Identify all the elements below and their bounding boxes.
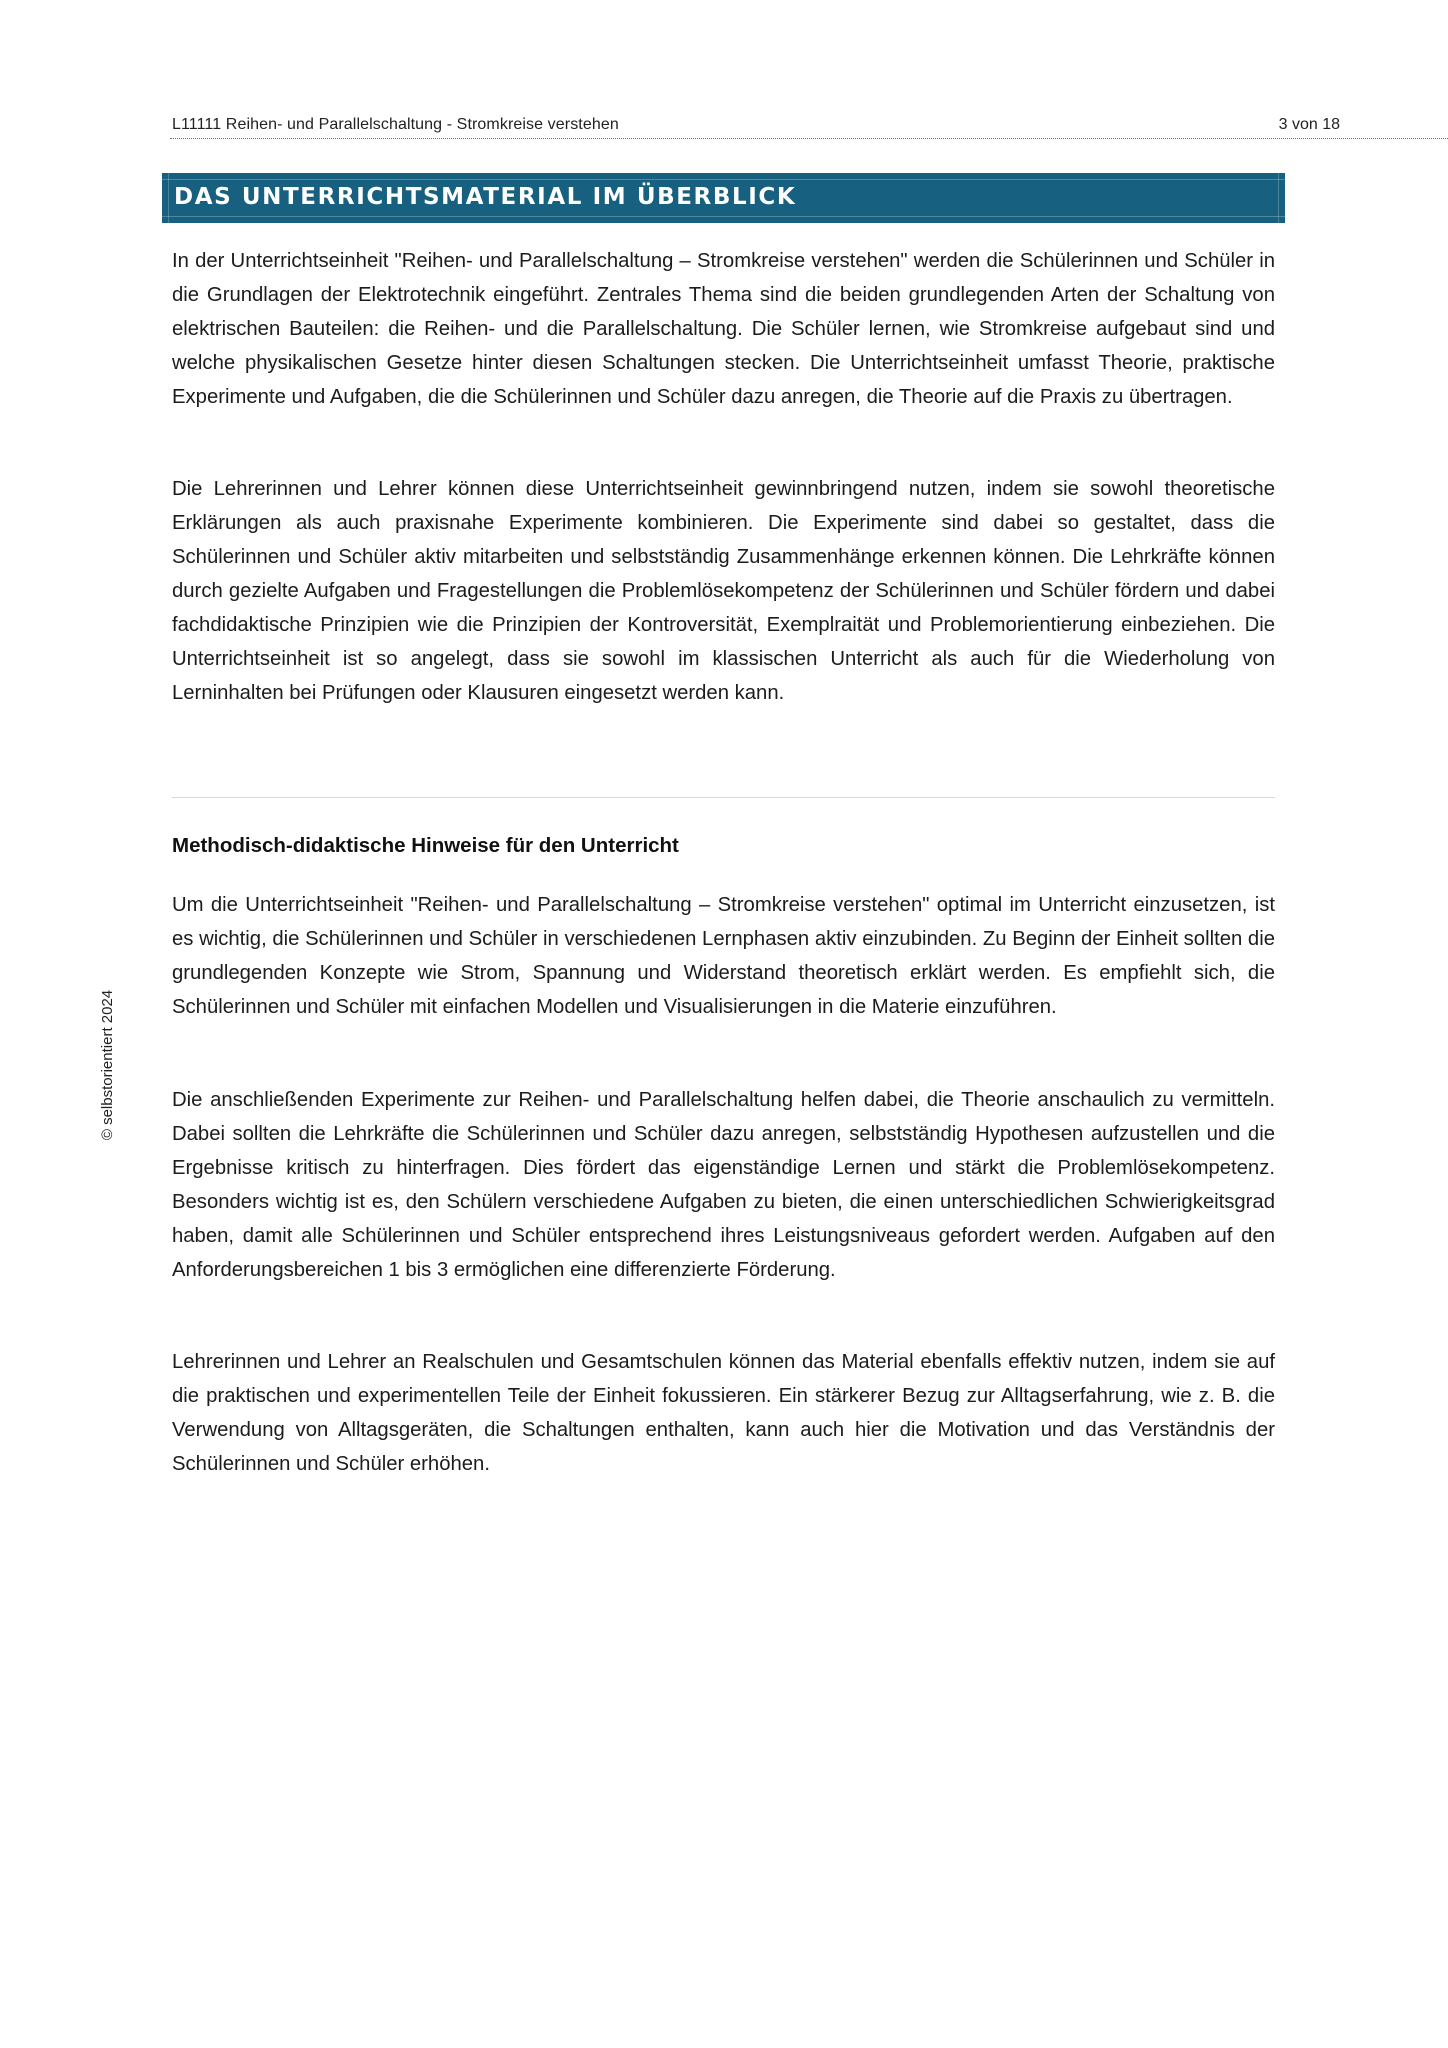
page-number: 3 von 18 [1278,116,1340,133]
methods-paragraph-3: Lehrerinnen und Lehrer an Realschulen und Gesamtschulen können das Material ebenfalls effektiv nutzen, indem sie auf die praktischen und experimentellen Teile der Einheit fokussieren. Ein stärkerer Bezug zur Alltagserfahrung, wie z. B. die Verwendung von Alltagsgeräten, die Schaltungen enthalten, kann auch hier die Motivation und das Verständnis der Schülerinnen und Schüler erhöhen. [172,1351,1275,1475]
banner-inner-border-bottom [162,216,1285,217]
section-title: DAS UNTERRICHTSMATERIAL IM ÜBERBLICK [174,184,797,210]
section-banner [162,173,1285,223]
overview-section-2 [172,472,1275,710]
banner-inner-border-top [162,179,1285,180]
methods-paragraph-2: Die anschließenden Experimente zur Reihen- und Parallelschaltung helfen dabei, die Theorie anschaulich zu vermitteln. Dabei sollten die Lehrkräfte die Schülerinnen und Schüler dazu anregen, selbstständig Hypothesen aufzustellen und die Ergebnisse kritisch zu hinterfragen. Dies fördert das eigenständige Lernen und stärkt die Problemlösekompetenz. Besonders wichtig ist es, den Schülern verschiedene Aufgaben zu bieten, die einen unterschiedlichen Schwierigkeitsgrad haben, damit alle Schülerinnen und Schüler entsprechend ihres Leistungsniveaus gefordert werden. Aufgaben auf den Anforderungsbereichen 1 bis 3 ermöglichen eine differenzierte Förderung. [172,1089,1275,1281]
overview-paragraph-1: In der Unterrichtseinheit "Reihen- und Parallelschaltung – Stromkreise verstehen" werden die Schülerinnen und Schüler in die Grundlagen der Elektrotechnik eingeführt. Zentrales Thema sind die beiden grundlegenden Arten der Schaltung von elektrischen Bauteilen: die Reihen- und die Parallelschaltung. Die Schüler lernen, wie Stromkreise aufgebaut sind und welche physikalischen Gesetze hinter diesen Schaltungen stecken. Die Unterrichtseinheit umfasst Theorie, praktische Experimente und Aufgaben, die die Schülerinnen und Schüler dazu anregen, die Theorie auf die Praxis zu übertragen. [172,250,1275,408]
methods-paragraph-1: Um die Unterrichtseinheit "Reihen- und Parallelschaltung – Stromkreise verstehen" optimal im Unterricht einzusetzen, ist es wichtig, die Schülerinnen und Schüler in verschiedenen Lernphasen aktiv einzubinden. Zu Beginn der Einheit sollten die grundlegenden Konzepte wie Strom, Spannung und Widerstand theoretisch erklärt werden. Es empfiehlt sich, die Schülerinnen und Schüler mit einfachen Modellen und Visualisierungen in die Materie einzuführen. [172,894,1275,1018]
document-title: L11111 Reihen- und Parallelschaltung - Stromkreise verstehen [172,116,619,133]
overview-paragraph-2: Die Lehrerinnen und Lehrer können diese Unterrichtseinheit gewinnbringend nutzen, indem sie sowohl theoretische Erklärungen als auch praxisnahe Experimente kombinieren. Die Experimente sind dabei so gestaltet, dass die Schülerinnen und Schüler aktiv mitarbeiten und selbstständig Zusammenhänge erkennen können. Die Lehrkräfte können durch gezielte Aufgaben und Fragestellungen die Problemlösekompetenz der Schülerinnen und Schüler fördern und dabei fachdidaktische Prinzipien wie die Prinzipien der Kontroversität, Exemplraität und Problemorientierung einbeziehen. Die Unterrichtseinheit ist so angelegt, dass sie sowohl im klassischen Unterricht als auch für die Wiederholung von Lerninhalten bei Prüfungen oder Klausuren eingesetzt werden kann. [172,478,1275,704]
methods-section-3 [172,1345,1275,1481]
banner-inner-border-left [168,173,169,223]
page-header [170,114,1448,139]
methods-section-1 [172,888,1275,1024]
banner-inner-border-right [1278,173,1279,223]
copyright-notice: © selbstorientiert 2024 [99,989,116,1141]
methods-section-2 [172,1083,1275,1287]
methods-heading: Methodisch-didaktische Hinweise für den Unterricht [172,834,679,857]
section-divider [172,797,1275,798]
overview-section [172,244,1275,414]
